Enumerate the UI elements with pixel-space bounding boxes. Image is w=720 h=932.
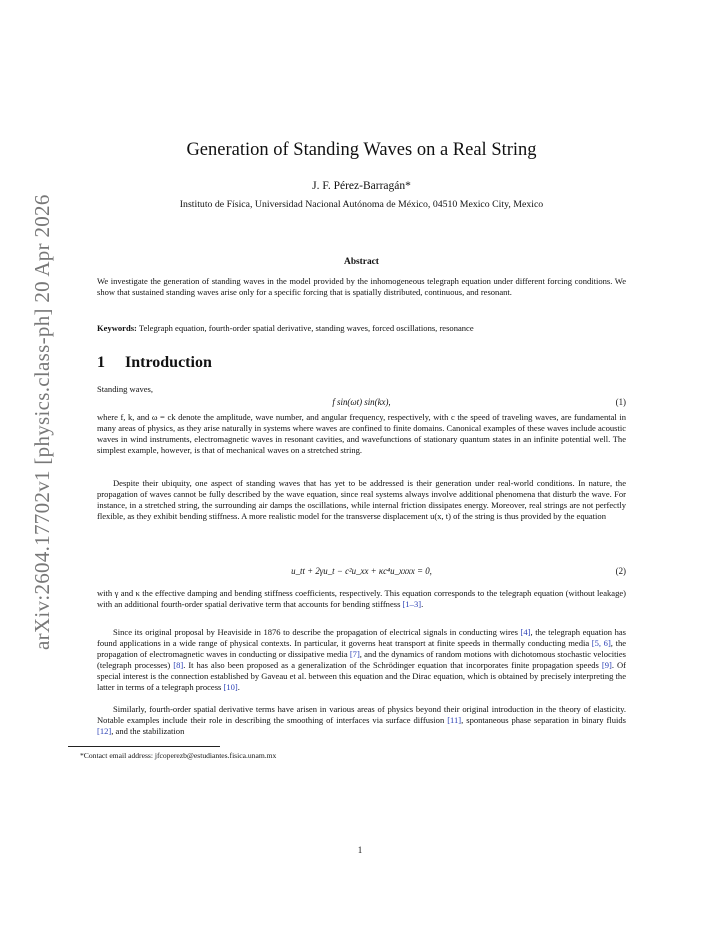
citation-link[interactable]: [9] [601,660,612,671]
citation-link[interactable]: [1–3] [402,599,422,610]
paragraph-5-text: , spontaneous phase separation in binary fluids [461,715,626,726]
citation-link[interactable]: [12] [97,726,112,737]
paragraph-4-text: , and the dynamics of random motions with dichotomous stochastic velocities (telegraph processes) [97,649,627,671]
citation-link[interactable]: [10] [223,682,238,693]
paragraph-4-text: , the propagation of electromagnetic waves in conducting or dissipative media [97,638,627,660]
abstract-text: We investigate the generation of standing waves in the model provided by the inhomogeneous telegraph equation under different forcing conditions. We show that sustained standing waves arise only for a specific forcing that is spatially distributed, continuous, and resonant. [97,276,626,298]
paragraph-5-text: , and the stabilization [111,726,185,737]
keywords-label: Keywords: [97,323,137,333]
paragraph-4 [97,627,626,694]
section-number: 1 [97,354,105,371]
equation-2-number: (2) [615,566,626,576]
paragraph-1: where f, k, and ω = ck denote the amplitude, wave number, and angular frequency, respectively, with c the speed of traveling waves, are fundamental in many areas of physics, as they arise naturally in systems where waves are confined to finite domains. Canonical examples of these waves include acoustic waves in wind instruments, electromagnetic waves in resonant cavities, and wavefunctions of stationary quantum states in an infinite potential well. The simplest example, however, is that of mechanical waves on a stretched string. [97,412,626,456]
author-name: J. F. Pérez-Barragán* [312,180,411,192]
keywords-list: Telegraph equation, fourth-order spatial derivative, standing waves, forced oscillations, resonance [138,323,474,333]
paragraph-intro: Standing waves, [97,384,154,394]
footnote-divider [68,746,220,747]
paragraph-5-text: Similarly, fourth-order spatial derivative terms have arisen in various areas of physics beyond their original introduction in the theory of elasticity. Notable examples include their role in describing the smoothing of interfaces via surface diffusion [97,704,626,726]
equation-1-number: (1) [615,397,626,407]
section-title: Introduction [125,354,212,371]
paragraph-4-text: , the telegraph equation has found applications in a wide range of physical contexts. In particular, it governs heat transport at finite speeds in thermally conducting media [97,627,626,649]
author-affiliation: Instituto de Física, Universidad Nacional Autónoma de México, 04510 Mexico City, Mexico [179,199,544,210]
paragraph-4-text: Since its original proposal by Heaviside in 1876 to describe the propagation of electrical signals in conducting wires [113,627,521,637]
paragraph-4-text: . It has also been proposed as a generalization of the Schrödinger equation that incorporates finite propagation speeds [183,660,602,671]
paper-title: Generation of Standing Waves on a Real String [186,140,537,160]
citation-link[interactable]: [8] [173,660,184,671]
abstract-heading: Abstract [344,257,379,267]
paragraph-2: Despite their ubiquity, one aspect of standing waves that has yet to be addressed is their generation under real-world conditions. In nature, the propagation of waves cannot be fully described by the wave equation, since real systems always involve additional phenomena that disturb the wave. For instance, in a stretched string, the surrounding air damps the oscillations, while internal friction dissipates energy. Moreover, real strings are not perfectly flexible, as they exhibit bending stiffness. A more realistic model for the transverse displacement u(x, t) of the string is thus provided by the equation [97,478,626,522]
paragraph-3-text: with γ and κ the effective damping and bending stiffness coefficients, respectively. This equation corresponds to the telegraph equation (without leakage) with an additional fourth-order spatial derivative term that accounts for bending stiffness [97,588,626,610]
paragraph-3 [97,588,626,610]
arxiv-sidebar [8,194,54,650]
citation-link[interactable]: [4] [520,627,531,637]
paragraph-3-end: . [421,599,424,610]
section-heading [97,354,212,372]
citation-link[interactable]: [5, 6] [591,638,611,649]
paragraph-4-end: . [237,682,240,693]
keywords [97,323,626,334]
citation-link[interactable]: [7] [349,649,360,660]
paragraph-4-text: . Of special interest is the connection established by Gaveau et al. between this equation and the Dirac equation, which is obtained by precisely interpreting the latter in terms of a telegraph process [97,660,626,693]
citation-link[interactable]: [11] [447,715,462,726]
arxiv-identifier[interactable]: arXiv:2604.17702v1 [physics.class-ph] 20 Apr 2026 [30,194,54,650]
equation-1-body: f sin(ωt) sin(kx), [332,397,391,407]
equation-2-body: u_tt + 2γu_t − c²u_xx + κc⁴u_xxxx = 0, [291,566,432,576]
page-number: 1 [357,845,363,855]
paragraph-5 [97,704,626,737]
footnote: *Contact email address: jfcoperezb@estudiantes.fisica.unam.mx [80,751,277,760]
